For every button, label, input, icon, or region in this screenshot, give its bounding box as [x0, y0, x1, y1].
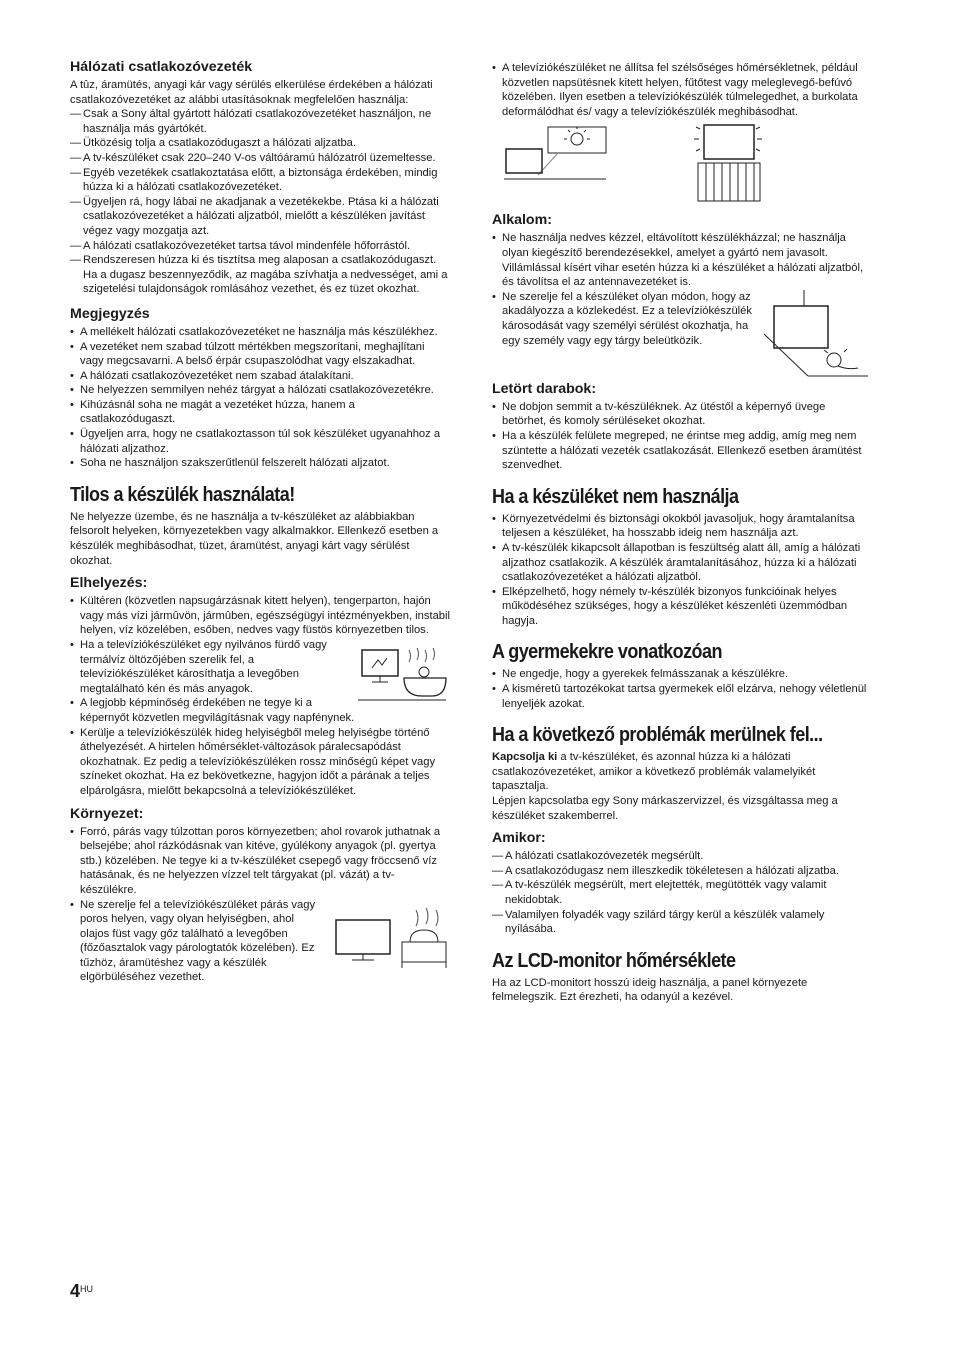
- children-title: A gyermekekre vonatkozóan: [492, 641, 722, 664]
- lcd-text: Ha az LCD-monitort hosszú ideig használja, a panel környezete felmelegszik. Ezt érezheti, ha odanyúl a kezével.: [492, 976, 808, 1004]
- list-item: • A legjobb képminőség érdekében ne tegye ki a képernyőt közvetlen megvilágításnak vagy napfénynek.: [70, 696, 450, 725]
- broken-title: Letört darabok:: [492, 380, 597, 397]
- list-item-text: Ne szerelje fel a televíziókészüléket párás vagy poros helyen, vagy olyan helyiségben, ahol olajos füst vagy gőz található a levegőben (főzőasztalok vagy párologtatók közelében). Ez tűzhöz, áramütéshez vagy a készülék elgörbüléséhez vezethet.: [80, 898, 316, 984]
- list-item: • Környezetvédelmi és biztonsági okokból javasoljuk, hogy áramtalanítsa teljesen a készüléket, ha hosszabb ideig nem használja azt.: [492, 512, 872, 541]
- placement-title: Elhelyezés:: [70, 575, 148, 592]
- list-item-text: Ne szerelje fel a készüléket olyan módon, hogy az akadályozza a közlekedést. Ez a televíziókészülék károsodását vagy személyi sérülést okozhatja, ha egy személy vagy egy tárgy beleütközik.: [502, 290, 752, 347]
- list-item: • A televíziókészüléket ne állítsa fel szélsőséges hőmérsékletnek, például közvetlen napsütésnek kitett helyen, fűtőtest vagy meleglevegő-befúvó közelében. Ilyen esetben a televíziókészülék túlmelegedhet, a burkolata deformálódhat és/ vagy a televíziókészülék meghibásodhat.: [492, 61, 872, 119]
- problems-bold-lead: Kapcsolja ki: [492, 751, 558, 764]
- list-item: — Ügyeljen rá, hogy lábai ne akadjanak a vezetékekbe. Ptása ki a hálózati csatlakozóvezetéket a hálózati aljzatból, mielőtt a készüléken javítást végez vagy mozgatja azt.: [70, 195, 450, 239]
- left-column: [70, 58, 450, 985]
- list-item: • Kihúzásnál soha ne magát a vezetéket húzza, hanem a csatlakozódugaszt.: [70, 398, 450, 427]
- list-item: • Ha a készülék felülete megreped, ne érintse meg addig, amíg meg nem szüntette a hálózati vezeték csatlakozását. Ellenkező esetben áramütést szenvedhet.: [492, 429, 872, 473]
- list-item: • Soha ne használjon szakszerűtlenül felszerelt hálózati aljzatot.: [70, 456, 450, 471]
- list-item: • Ne engedje, hogy a gyerekek felmásszanak a készülékre.: [492, 667, 872, 682]
- list-item-text: Ha a televíziókészüléket egy nyilvános fürdő vagy termálvíz öltözőjében szerelik fel, a televíziókészüléket károsíthatja a levegőben megtalálható kén és más anyagok.: [80, 639, 327, 695]
- list-item: • Ne dobjon semmit a tv-készüléknek. Az ütéstől a képernyő üvege betörhet, és komoly sérüléseket okozhat.: [492, 400, 872, 429]
- problems-intro-rest: a tv-készüléket, és azonnal húzza ki a hálózati csatlakozóvezetéket, amikor a következő problémák valamelyikét tapasztalja.: [492, 751, 816, 793]
- heater-tv-illustration: [686, 119, 770, 205]
- right-column: [492, 61, 872, 1005]
- list-item: — Ütközésig tolja a csatlakozódugaszt a hálózati aljzatba.: [70, 136, 450, 151]
- page-number-value: 4: [70, 1281, 81, 1301]
- occasion-title: Alkalom:: [492, 212, 552, 229]
- list-item: • A hálózati csatlakozóvezetéket nem szabad átalakítani.: [70, 369, 450, 384]
- power-cord-list: [70, 107, 450, 297]
- environment-title: Környezet:: [70, 805, 144, 822]
- list-item: • Ne használja nedves kézzel, eltávolított készülékházzal; ne használja olyan kiegészítő berendezésekkel, amelyet a gyártó nem javasolt. Villámlással kísért vihar esetén húzza ki a készüléket a hálózati aljzatból, és távolítsa el az antennavezetéket is.: [492, 231, 872, 289]
- notes-list: [70, 325, 450, 471]
- notes-title: Megjegyzés: [70, 305, 150, 322]
- broken-list: [492, 400, 872, 473]
- list-item: — A hálózati csatlakozóvezeték megsérült.: [492, 849, 872, 864]
- sunlight-tv-illustration: [500, 125, 610, 183]
- heat-list: [492, 61, 872, 119]
- list-item: — A hálózati csatlakozóvezetéket tartsa távol mindenféle hőforrástól.: [70, 239, 450, 254]
- list-item: — Valamilyen folyadék vagy szilárd tárgy kerül a készülék valamely nyílásába.: [492, 908, 872, 937]
- power-cord-intro: A tûz, áramütés, anyagi kár vagy sérülés elkerülése érdekében a hálózati csatlakozóvezetéket az alábbi utasításoknak megfelelően használja:: [70, 79, 433, 106]
- environment-list: [70, 825, 450, 986]
- kitchen-tv-illustration: [330, 898, 450, 970]
- problems-title: Ha a következő problémák merülnek fel...: [492, 724, 823, 747]
- list-item: [492, 290, 872, 348]
- list-item: • Kültéren (közvetlen napsugárzásnak kitett helyen), tengerparton, hajón vagy más vízi jármûvön, jármûben, egészségügyi intézményekben, instabil helyen, víz közelében, esőben, nedves vagy füstös környezetben tilos.: [70, 594, 450, 638]
- list-item: — A tv-készülék megsérült, mert elejtették, megütötték vagy valamit nekidobtak.: [492, 878, 872, 907]
- not-using-title: Ha a készüléket nem használja: [492, 485, 739, 508]
- list-item: [70, 898, 450, 986]
- power-cord-title: Hálózati csatlakozóvezeték: [70, 59, 253, 75]
- list-item: [70, 638, 450, 696]
- list-item: • A vezetéket nem szabad túlzott mértékben megszorítani, meghajlítani vagy megcsavarni. A belső érpár csupaszolódhat vagy elszakadhat.: [70, 340, 450, 369]
- occasion-list: [492, 231, 872, 348]
- list-item: — Egyéb vezetékek csatlakoztatása előtt, a biztonsága érdekében, mindig húzza ki a hálózati csatlakozóvezetéket.: [70, 166, 450, 195]
- list-item: • A tv-készülék kikapcsolt állapotban is feszültség alatt áll, amíg a hálózati aljzathoz csatlakozik. A készülék áramtalanításához, húzza ki a hálózati csatlakozóvezetéket a hálózati aljzatból.: [492, 541, 872, 585]
- heat-illustrations: [492, 125, 872, 211]
- list-item: • Elképzelhető, hogy némely tv-készülék bizonyos funkcióinak helyes működéséhez szükséges, hogy a készüléket készenléti üzemmódban hagyja.: [492, 585, 872, 629]
- bump-tv-illustration: [760, 290, 872, 380]
- problems-intro: [492, 750, 872, 794]
- list-item: • A kisméretû tartozékokat tartsa gyermekek elől elzárva, nehogy véletlenül lenyeljék azokat.: [492, 682, 872, 711]
- list-item: • Ne helyezzen semmilyen nehéz tárgyat a hálózati csatlakozóvezetékre.: [70, 383, 450, 398]
- list-item: • Kerülje a televíziókészülék hideg helyiségből meleg helyiségbe történő áthelyezését. A hirtelen hőmérséklet-változások páralecsapódást okozhatnak. Ez pedig a televíziókészüléken rossz minőségû képet vagy színeket okozhat. Ha ez bekövetkezne, hagyjon időt a párának a teljes elpárolgásra, mielőtt bekapcsolná a televíziókészüléket.: [70, 726, 450, 799]
- list-item: — A csatlakozódugasz nem illeszkedik tökéletesen a hálózati aljzatba.: [492, 864, 872, 879]
- list-item: — A tv-készüléket csak 220–240 V-os váltóáramú hálózatról üzemeltesse.: [70, 151, 450, 166]
- list-item: — Rendszeresen húzza ki és tisztítsa meg alaposan a csatlakozódugaszt. Ha a dugasz beszennyeződik, az magába szívhatja a nedvességet, ami a szigetelési tulajdonságok romlásához vezethet, és ez tüzet okozhat.: [70, 253, 450, 297]
- when-list: [492, 849, 872, 937]
- list-item: • Ügyeljen arra, hogy ne csatlakoztasson túl sok készüléket ugyanahhoz a hálózati aljzathoz.: [70, 427, 450, 456]
- bath-tv-illustration: [354, 638, 450, 704]
- placement-list: [70, 594, 450, 798]
- children-list: [492, 667, 872, 711]
- page-number: [70, 1281, 93, 1302]
- list-item: • A mellékelt hálózati csatlakozóvezetéket ne használja más készülékhez.: [70, 325, 450, 340]
- list-item: • Forró, párás vagy túlzottan poros környezetben; ahol rovarok juthatnak a belsejébe; ahol rázkódásnak van kitéve, gyúlékony anyagok (pl. gyertya stb.) közelében. Ne tegye ki a tv-készüléket csepegő vagy fröccsenő víz hatásának, és ne helyezzen vízzel telt tárgyakat (pl. vázát) a tv-készülékre.: [70, 825, 450, 898]
- prohibited-intro: Ne helyezze üzembe, és ne használja a tv-készüléket az alábbiakban felsorolt helyeken, környezetekben vagy alkalmakkor. Ellenkező esetben a készülék meghibásodhat, tüzet, áramütést, anyagi kárt vagy sérülést okozhat.: [70, 510, 439, 567]
- not-using-list: [492, 512, 872, 629]
- when-title: Amikor:: [492, 830, 546, 847]
- problems-intro2: Lépjen kapcsolatba egy Sony márkaszervizzel, és vizsgáltassa meg a készüléket szakemberrel.: [492, 795, 838, 822]
- list-item: — Csak a Sony által gyártott hálózati csatlakozóvezetéket használjon, ne használja más gyártókét.: [70, 107, 450, 136]
- prohibited-title: Tilos a készülék használata!: [70, 483, 295, 506]
- page-lang: HU: [80, 1284, 94, 1294]
- lcd-title: Az LCD-monitor hőmérséklete: [492, 949, 736, 972]
